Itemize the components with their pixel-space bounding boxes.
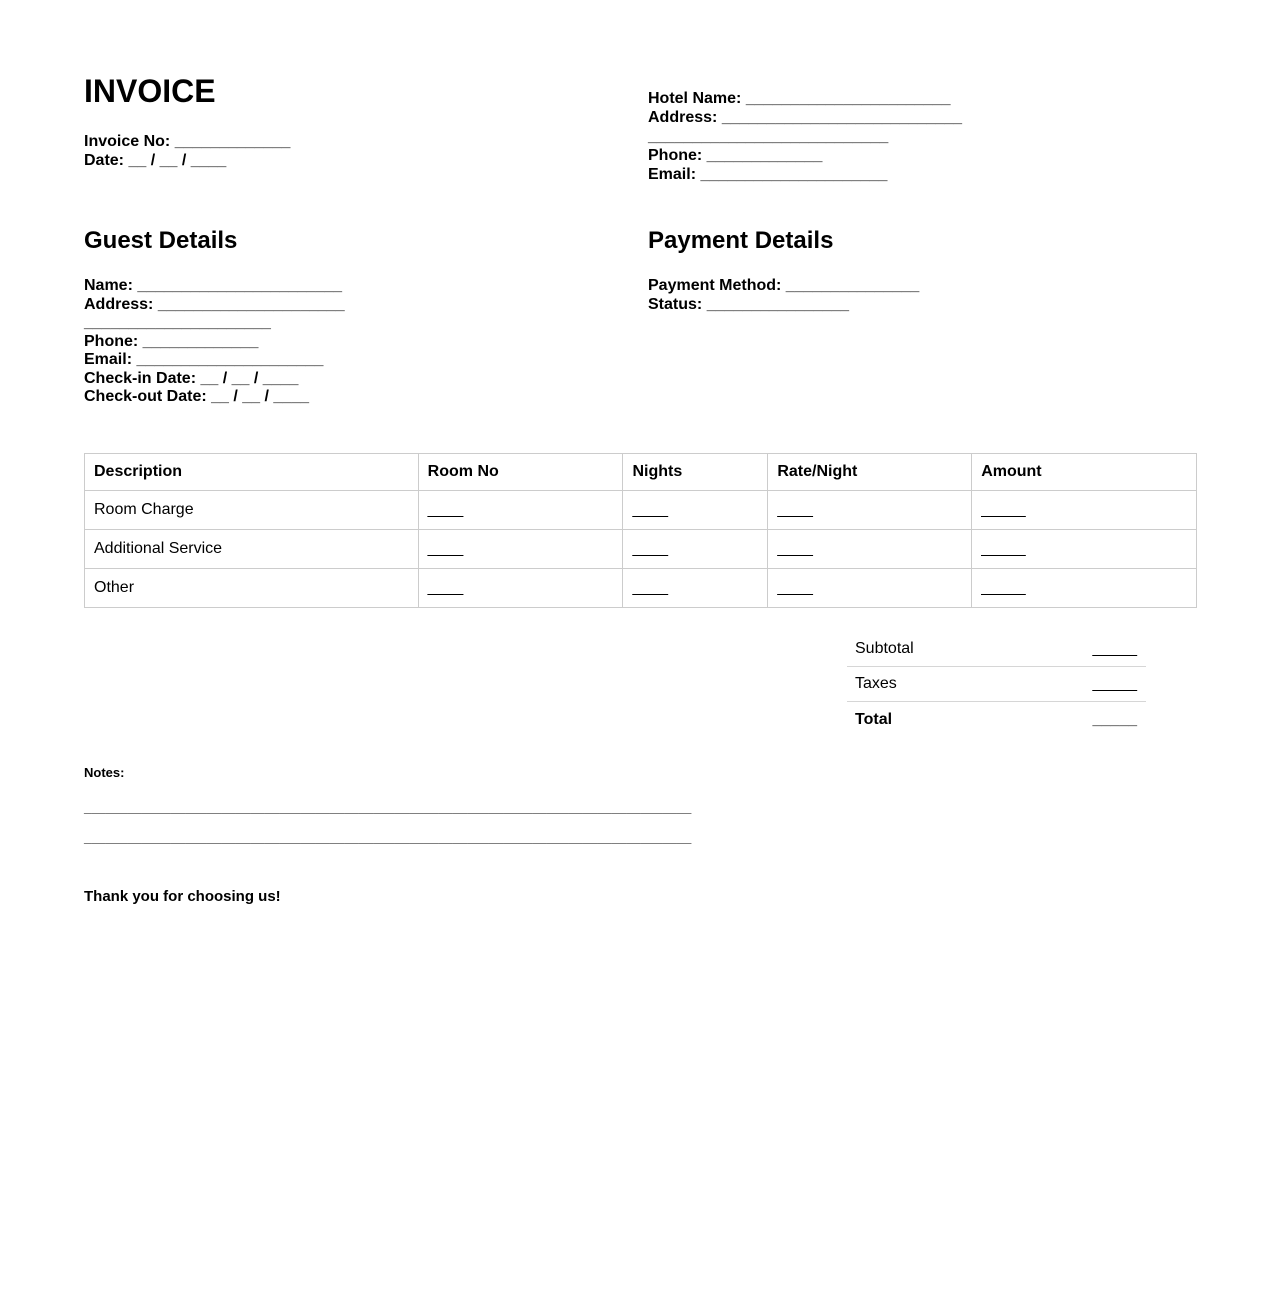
hotel-phone-blank: _____________: [706, 147, 823, 164]
invoice-no-label: Invoice No:: [84, 133, 171, 150]
notes-blank-line-2: ____________________________________________________________________________________: [84, 830, 692, 845]
cell-description: Other: [85, 569, 419, 608]
invoice-date-label: Date:: [84, 151, 125, 169]
cell-amount-blank: _____: [972, 491, 1197, 530]
invoice-no-blank: _____________: [174, 133, 291, 150]
guest-name-label: Name:: [84, 277, 133, 294]
guest-phone-label: Phone:: [84, 332, 139, 350]
page-title: INVOICE: [84, 73, 216, 109]
guest-phone-blank: _____________: [142, 332, 259, 350]
cell-rate-blank: ____: [768, 530, 972, 569]
guest-address-blank: _____________________: [157, 295, 345, 313]
cell-amount-blank: _____: [972, 530, 1197, 569]
hotel-address-line: [648, 108, 962, 127]
col-header-nights: Nights: [623, 454, 768, 491]
payment-details-block: [648, 277, 919, 314]
guest-details-heading: Guest Details: [84, 227, 238, 254]
guest-checkin-line: [84, 370, 345, 389]
cell-description: Additional Service: [85, 530, 419, 569]
guest-checkin-blank: __ / __ / ____: [200, 369, 299, 387]
payment-details-heading: Payment Details: [648, 227, 834, 254]
payment-method-label: Payment Method:: [648, 277, 782, 294]
guest-details-block: [84, 277, 345, 407]
guest-address-line2: [84, 314, 345, 333]
hotel-phone-line: [648, 146, 962, 165]
invoice-date-blank: __ / __ / ____: [128, 151, 227, 169]
guest-checkout-line: [84, 388, 345, 407]
thank-you-message: Thank you for choosing us!: [84, 888, 281, 905]
hotel-email-label: Email:: [648, 166, 697, 183]
items-table: [84, 453, 1197, 608]
guest-checkout-blank: __ / __ / ____: [211, 388, 309, 405]
invoice-date-line: [84, 152, 290, 171]
col-header-room-no: Room No: [418, 454, 623, 491]
col-header-description: Description: [85, 454, 419, 491]
total-blank: _____: [1092, 710, 1137, 728]
payment-method-line: [648, 277, 919, 296]
payment-status-blank: ________________: [706, 295, 850, 313]
taxes-blank: _____: [1092, 675, 1137, 692]
guest-checkout-label: Check-out Date:: [84, 388, 207, 405]
guest-name-line: [84, 277, 345, 296]
totals-block: [847, 632, 1146, 737]
cell-nights-blank: ____: [623, 569, 768, 608]
hotel-phone-label: Phone:: [648, 147, 703, 164]
table-row-room-charge: [85, 491, 1197, 530]
hotel-address-blank: ___________________________: [721, 109, 963, 126]
payment-method-blank: _______________: [785, 277, 920, 294]
guest-email-line: [84, 351, 345, 370]
cell-room-no-blank: ____: [418, 491, 623, 530]
col-header-amount: Amount: [972, 454, 1197, 491]
guest-phone-line: [84, 333, 345, 352]
subtotal-blank: _____: [1092, 640, 1137, 657]
hotel-name-line: [648, 89, 962, 108]
cell-description: Room Charge: [85, 491, 419, 530]
cell-nights-blank: ____: [623, 530, 768, 569]
notes-blank-line-1: ____________________________________________________________________________________: [84, 800, 692, 815]
guest-name-blank: _______________________: [137, 277, 343, 294]
hotel-email-blank: _____________________: [700, 166, 888, 183]
total-row: [847, 702, 1146, 737]
total-label: Total: [855, 710, 893, 728]
cell-room-no-blank: ____: [418, 530, 623, 569]
hotel-email-line: [648, 165, 962, 184]
hotel-name-label: Hotel Name:: [648, 90, 742, 107]
table-row-additional-service: [85, 530, 1197, 569]
table-row-other: [85, 569, 1197, 608]
items-table-header-row: [85, 454, 1197, 491]
hotel-address-label: Address:: [648, 109, 718, 126]
notes-label: Notes:: [84, 765, 125, 780]
cell-rate-blank: ____: [768, 569, 972, 608]
invoice-no-line: [84, 133, 290, 152]
taxes-label: Taxes: [855, 675, 897, 692]
cell-rate-blank: ____: [768, 491, 972, 530]
guest-email-label: Email:: [84, 351, 133, 368]
payment-status-line: [648, 296, 919, 315]
payment-status-label: Status:: [648, 295, 703, 313]
hotel-info-block: [648, 89, 962, 184]
subtotal-label: Subtotal: [855, 640, 914, 657]
subtotal-row: [847, 632, 1146, 667]
invoice-meta: [84, 133, 290, 170]
hotel-name-blank: _______________________: [745, 90, 951, 107]
guest-address-blank-2: _____________________: [84, 314, 271, 331]
cell-amount-blank: _____: [972, 569, 1197, 608]
guest-address-line: [84, 296, 345, 315]
hotel-address-blank-2: ___________________________: [648, 128, 889, 145]
col-header-rate-night: Rate/Night: [768, 454, 972, 491]
guest-address-label: Address:: [84, 295, 154, 313]
taxes-row: [847, 667, 1146, 702]
guest-email-blank: _____________________: [136, 351, 324, 368]
cell-nights-blank: ____: [623, 491, 768, 530]
guest-checkin-label: Check-in Date:: [84, 369, 197, 387]
hotel-address-line2: [648, 127, 962, 146]
cell-room-no-blank: ____: [418, 569, 623, 608]
